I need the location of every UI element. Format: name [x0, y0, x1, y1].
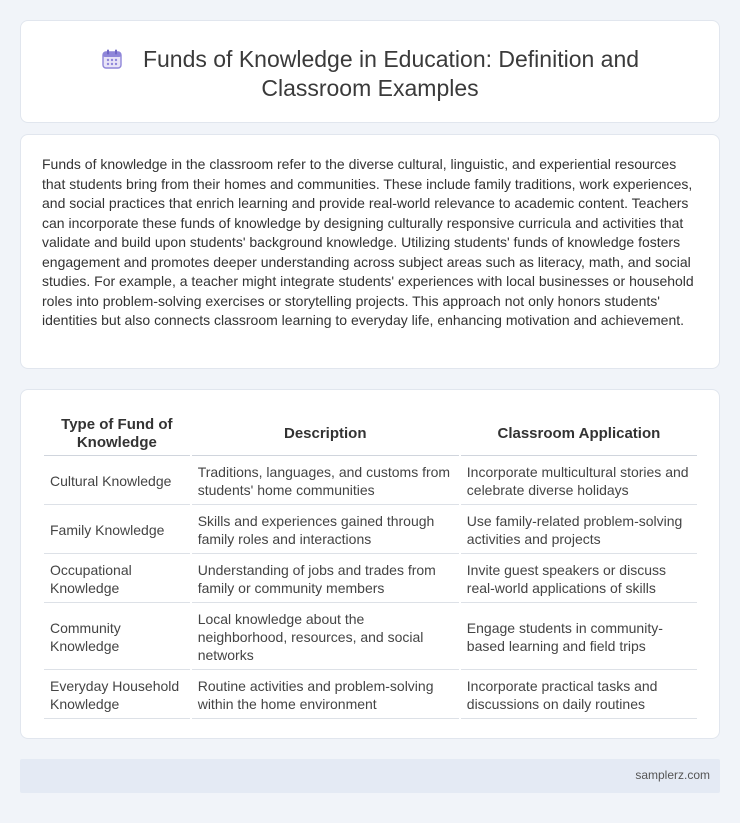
intro-card: [20, 134, 720, 369]
cell-application: Incorporate multicultural stories and celebrate diverse holidays: [461, 458, 697, 505]
cell-type: Community Knowledge: [44, 605, 190, 670]
cell-description: Skills and experiences gained through family roles and interactions: [192, 507, 459, 554]
intro-paragraph: Funds of knowledge in the classroom refer to the diverse cultural, linguistic, and experiential resources that students bring from their homes and communities. These include family traditions, work experiences, and social practices that enrich learning and provide real-world relevance to academic content. Teachers can incorporate these funds of knowledge by designing culturally responsive curricula and activities that validate and build upon students' background knowledge. Utilizing students' funds of knowledge fosters engagement and promotes deeper understanding across subject areas such as literacy, math, and social studies. For example, a teacher might integrate students' experiences with local businesses or household roles into problem-solving exercises or storytelling projects. This approach not only honors students' identities but also connects classroom learning to everyday life, enhancing motivation and achievement.: [42, 156, 694, 328]
table-row: [44, 507, 697, 554]
cell-application: Use family-related problem-solving activities and projects: [461, 507, 697, 554]
table-row: [44, 605, 697, 670]
header-type: Type of Fund of Knowledge: [44, 414, 190, 456]
title-card: [20, 20, 720, 123]
cell-description: Understanding of jobs and trades from family or community members: [192, 556, 459, 603]
header-description: Description: [192, 414, 459, 456]
table-row: [44, 458, 697, 505]
cell-description: Local knowledge about the neighborhood, resources, and social networks: [192, 605, 459, 670]
cell-type: Everyday Household Knowledge: [44, 672, 190, 719]
cell-type: Occupational Knowledge: [44, 556, 190, 603]
header-application: Classroom Application: [461, 414, 697, 456]
footer-bar: [20, 759, 720, 793]
cell-application: Invite guest speakers or discuss real-world applications of skills: [461, 556, 697, 603]
table-header-row: [44, 414, 697, 456]
cell-description: Traditions, languages, and customs from students' home communities: [192, 458, 459, 505]
table-row: [44, 672, 697, 719]
cell-type: Family Knowledge: [44, 507, 190, 554]
cell-type: Cultural Knowledge: [44, 458, 190, 505]
calendar-icon: [101, 48, 123, 70]
cell-application: Engage students in community-based learning and field trips: [461, 605, 697, 670]
funds-table: [42, 412, 699, 721]
page-title-wrap: [21, 45, 719, 103]
table-row: [44, 556, 697, 603]
table-card: [20, 389, 720, 739]
footer-brand-link[interactable]: samplerz.com: [635, 768, 710, 782]
cell-application: Incorporate practical tasks and discussions on daily routines: [461, 672, 697, 719]
cell-description: Routine activities and problem-solving within the home environment: [192, 672, 459, 719]
page-title: Funds of Knowledge in Education: Definition and Classroom Examples: [142, 46, 640, 101]
